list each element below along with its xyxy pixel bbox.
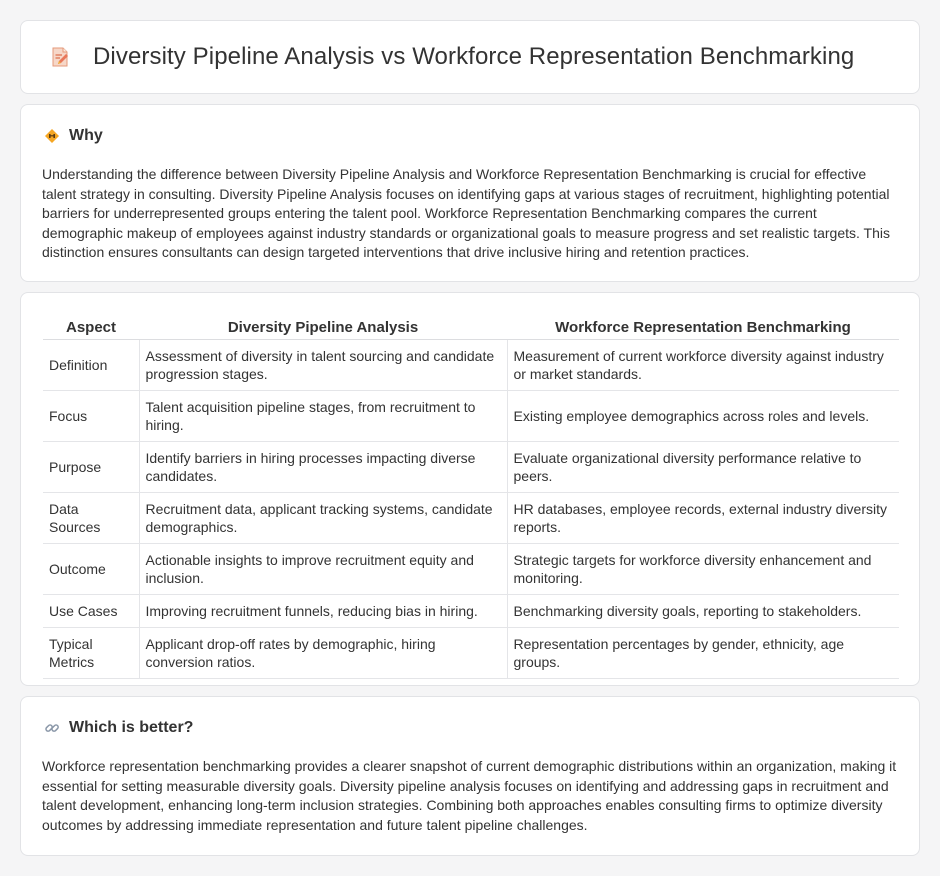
row-benchmarking-cell: Evaluate organizational diversity performance relative to peers.	[507, 442, 899, 493]
comparison-section	[20, 292, 920, 686]
row-aspect: Focus	[43, 391, 139, 442]
table-row	[43, 340, 899, 391]
row-aspect: Use Cases	[43, 595, 139, 628]
row-benchmarking-cell: Existing employee demographics across roles and levels.	[507, 391, 899, 442]
table-header-row	[43, 315, 899, 340]
table-row	[43, 628, 899, 679]
row-pipeline-cell: Talent acquisition pipeline stages, from recruitment to hiring.	[139, 391, 507, 442]
table-row	[43, 442, 899, 493]
row-aspect: Data Sources	[43, 493, 139, 544]
why-body: Understanding the difference between Diversity Pipeline Analysis and Workforce Representation Benchmarking is crucial for effective talent strategy in consulting. Diversity Pipeline Analysis focuses on identifying gaps at various stages of recruitment, highlighting potential barriers for underrepresented groups entering the talent pool. Workforce Representation Benchmarking compares the current demographic makeup of employees against industry standards or organizational goals to measure progress and set realistic targets. This distinction ensures consultants can design targeted interventions that drive inclusive hiring and retention practices.	[42, 166, 890, 261]
row-benchmarking-cell: HR databases, employee records, external industry diversity reports.	[507, 493, 899, 544]
row-pipeline-cell: Actionable insights to improve recruitment equity and inclusion.	[139, 544, 507, 595]
row-benchmarking-cell: Strategic targets for workforce diversity enhancement and monitoring.	[507, 544, 899, 595]
title-card	[20, 20, 920, 94]
table-row	[43, 595, 899, 628]
row-benchmarking-cell: Measurement of current workforce diversity against industry or market standards.	[507, 340, 899, 391]
row-pipeline-cell: Assessment of diversity in talent sourcing and candidate progression stages.	[139, 340, 507, 391]
why-title: Why	[69, 127, 103, 144]
table-row	[43, 493, 899, 544]
which-better-body: Workforce representation benchmarking provides a clearer snapshot of current demographic distributions within an organization, making it essential for setting measurable diversity goals. Diversity pipeline analysis focuses on identifying and addressing gaps in recruitment and talent development, enhancing long-term inclusion strategies. Combining both approaches enables consulting firms to optimize diversity outcomes by addressing immediate representation and future talent pipeline challenges.	[42, 758, 897, 833]
header-aspect: Aspect	[43, 315, 139, 340]
table-row	[43, 544, 899, 595]
comparison-table	[43, 315, 899, 679]
link-icon	[43, 719, 61, 737]
row-benchmarking-cell: Representation percentages by gender, ethnicity, age groups.	[507, 628, 899, 679]
page-title: Diversity Pipeline Analysis vs Workforce Representation Benchmarking	[93, 43, 855, 70]
which-better-title: Which is better?	[69, 719, 194, 736]
row-pipeline-cell: Recruitment data, applicant tracking systems, candidate demographics.	[139, 493, 507, 544]
table-row	[43, 391, 899, 442]
row-aspect: Outcome	[43, 544, 139, 595]
which-better-section	[20, 696, 920, 856]
row-benchmarking-cell: Benchmarking diversity goals, reporting to stakeholders.	[507, 595, 899, 628]
row-aspect: Purpose	[43, 442, 139, 493]
row-aspect: Typical Metrics	[43, 628, 139, 679]
warning-sign-icon	[43, 127, 61, 145]
row-aspect: Definition	[43, 340, 139, 391]
why-section	[20, 104, 920, 282]
document-edit-icon	[47, 44, 73, 70]
header-benchmarking: Workforce Representation Benchmarking	[507, 315, 899, 340]
row-pipeline-cell: Improving recruitment funnels, reducing bias in hiring.	[139, 595, 507, 628]
row-pipeline-cell: Applicant drop-off rates by demographic, hiring conversion ratios.	[139, 628, 507, 679]
row-pipeline-cell: Identify barriers in hiring processes impacting diverse candidates.	[139, 442, 507, 493]
header-pipeline: Diversity Pipeline Analysis	[139, 315, 507, 340]
